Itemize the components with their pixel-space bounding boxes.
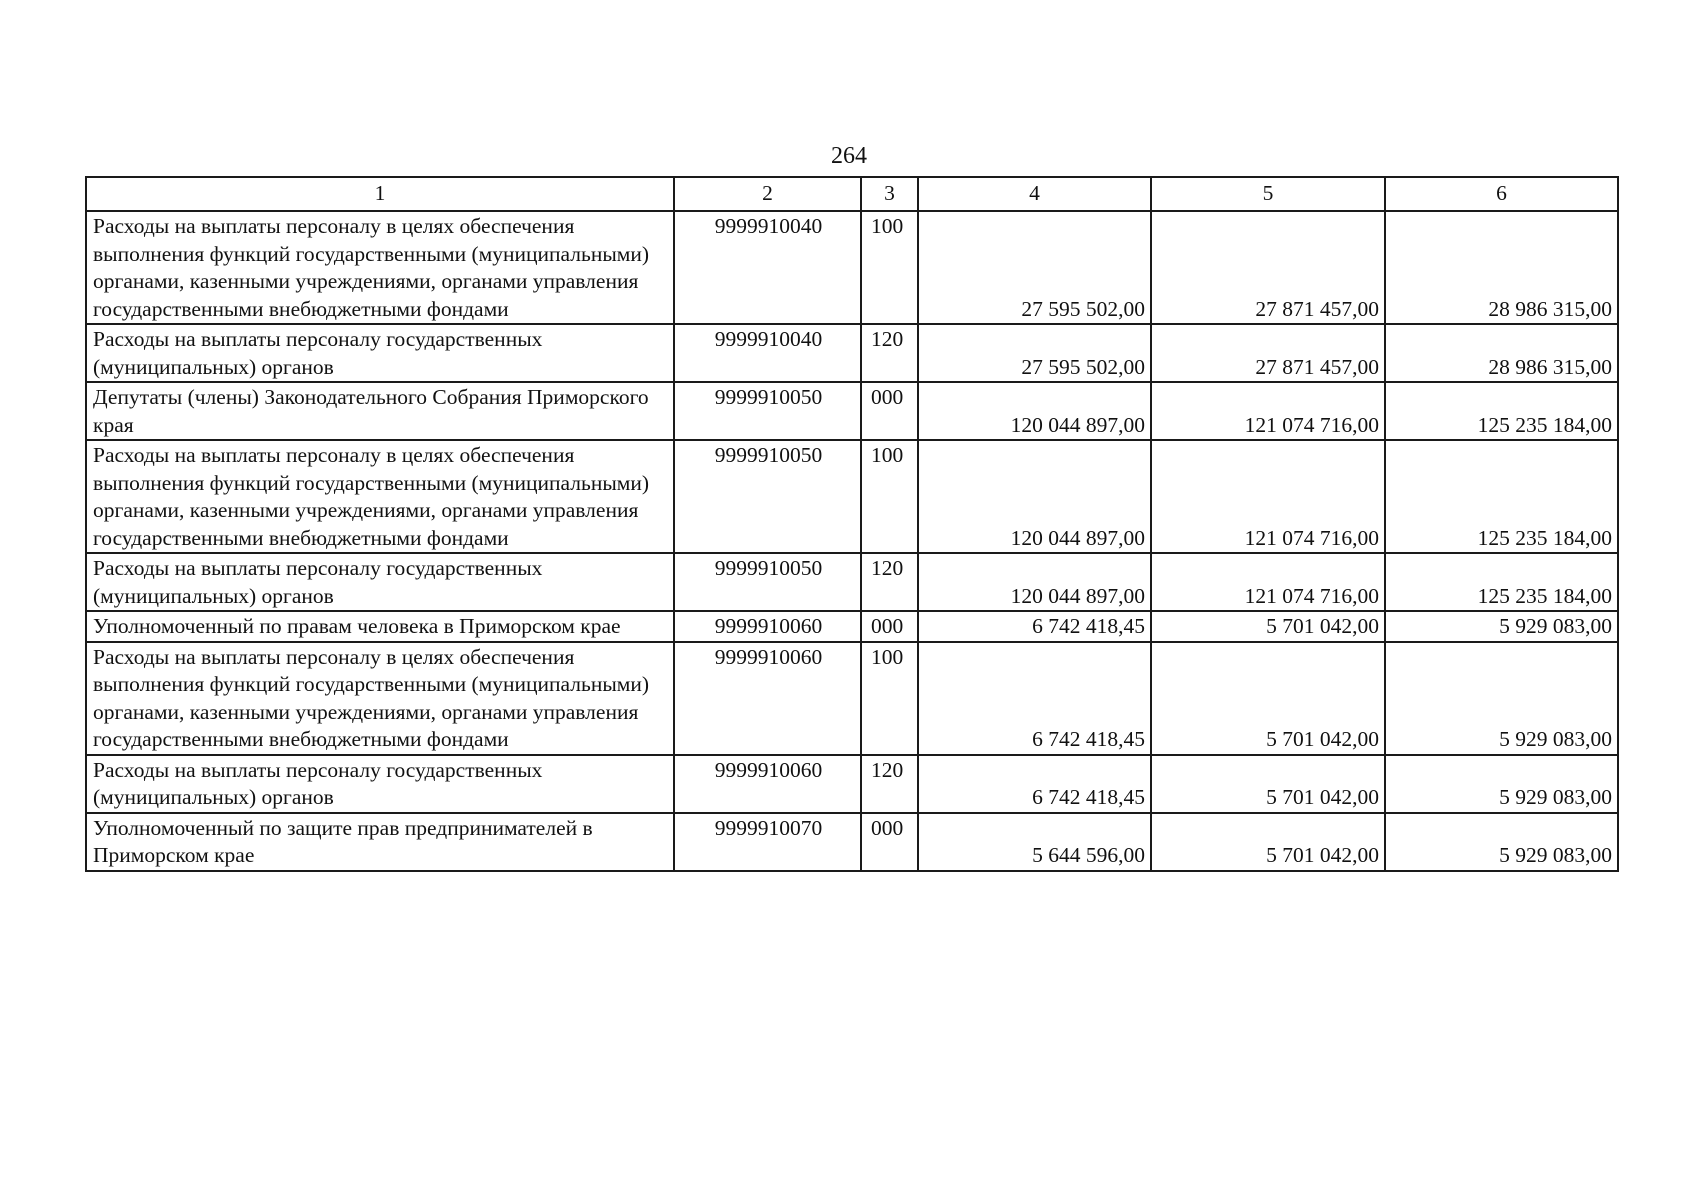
row-name: Расходы на выплаты персоналу в целях обеспечения выполнения функций государственными (муниципальными) органами, казенными учреждениями, органами управления государственными внебюджетными фондами: [86, 440, 674, 553]
row-amount-4: 27 595 502,00: [918, 324, 1151, 382]
row-type: 100: [861, 211, 918, 324]
row-amount-5: 5 701 042,00: [1151, 611, 1385, 642]
row-name: Расходы на выплаты персоналу в целях обеспечения выполнения функций государственными (муниципальными) органами, казенными учреждениями, органами управления государственными внебюджетными фондами: [86, 211, 674, 324]
row-amount-5: 121 074 716,00: [1151, 440, 1385, 553]
table-row: [86, 440, 1618, 553]
row-amount-6: 125 235 184,00: [1385, 553, 1618, 611]
row-name: Уполномоченный по правам человека в Приморском крае: [86, 611, 674, 642]
row-amount-4: 6 742 418,45: [918, 642, 1151, 755]
column-header-5: 5: [1151, 177, 1385, 211]
table-row: [86, 382, 1618, 440]
row-amount-6: 5 929 083,00: [1385, 611, 1618, 642]
row-type: 120: [861, 553, 918, 611]
row-amount-5: 27 871 457,00: [1151, 211, 1385, 324]
row-amount-5: 121 074 716,00: [1151, 553, 1385, 611]
row-amount-4: 6 742 418,45: [918, 755, 1151, 813]
row-code: 9999910060: [674, 755, 861, 813]
table-row: [86, 755, 1618, 813]
row-amount-5: 27 871 457,00: [1151, 324, 1385, 382]
column-header-2: 2: [674, 177, 861, 211]
row-name: Расходы на выплаты персоналу государственных (муниципальных) органов: [86, 324, 674, 382]
row-amount-6: 5 929 083,00: [1385, 642, 1618, 755]
row-type: 000: [861, 382, 918, 440]
table-row: [86, 813, 1618, 871]
row-code: 9999910060: [674, 642, 861, 755]
row-code: 9999910040: [674, 211, 861, 324]
row-code: 9999910040: [674, 324, 861, 382]
table-row: [86, 211, 1618, 324]
row-type: 000: [861, 813, 918, 871]
row-name: Уполномоченный по защите прав предпринимателей в Приморском крае: [86, 813, 674, 871]
table-row: [86, 324, 1618, 382]
table-row: [86, 642, 1618, 755]
row-amount-6: 125 235 184,00: [1385, 440, 1618, 553]
row-amount-4: 6 742 418,45: [918, 611, 1151, 642]
column-header-3: 3: [861, 177, 918, 211]
row-code: 9999910050: [674, 440, 861, 553]
row-amount-6: 5 929 083,00: [1385, 813, 1618, 871]
row-amount-5: 121 074 716,00: [1151, 382, 1385, 440]
column-header-4: 4: [918, 177, 1151, 211]
table-header-row: [86, 177, 1618, 211]
row-amount-6: 125 235 184,00: [1385, 382, 1618, 440]
table-row: [86, 553, 1618, 611]
row-amount-6: 28 986 315,00: [1385, 211, 1618, 324]
row-type: 120: [861, 755, 918, 813]
page-number: 264: [831, 143, 867, 169]
budget-table: [85, 176, 1619, 872]
row-amount-6: 5 929 083,00: [1385, 755, 1618, 813]
row-amount-5: 5 701 042,00: [1151, 813, 1385, 871]
row-type: 100: [861, 440, 918, 553]
row-type: 100: [861, 642, 918, 755]
row-type: 120: [861, 324, 918, 382]
row-amount-5: 5 701 042,00: [1151, 755, 1385, 813]
row-amount-4: 27 595 502,00: [918, 211, 1151, 324]
row-amount-4: 120 044 897,00: [918, 440, 1151, 553]
row-code: 9999910060: [674, 611, 861, 642]
row-amount-4: 120 044 897,00: [918, 382, 1151, 440]
column-header-1: 1: [86, 177, 674, 211]
row-amount-4: 120 044 897,00: [918, 553, 1151, 611]
row-name: Расходы на выплаты персоналу государственных (муниципальных) органов: [86, 553, 674, 611]
row-name: Расходы на выплаты персоналу государственных (муниципальных) органов: [86, 755, 674, 813]
row-code: 9999910050: [674, 382, 861, 440]
row-amount-4: 5 644 596,00: [918, 813, 1151, 871]
row-amount-6: 28 986 315,00: [1385, 324, 1618, 382]
table-row: [86, 611, 1618, 642]
row-code: 9999910050: [674, 553, 861, 611]
row-name: Расходы на выплаты персоналу в целях обеспечения выполнения функций государственными (муниципальными) органами, казенными учреждениями, органами управления государственными внебюджетными фондами: [86, 642, 674, 755]
row-amount-5: 5 701 042,00: [1151, 642, 1385, 755]
row-name: Депутаты (члены) Законодательного Собрания Приморского края: [86, 382, 674, 440]
row-code: 9999910070: [674, 813, 861, 871]
row-type: 000: [861, 611, 918, 642]
column-header-6: 6: [1385, 177, 1618, 211]
